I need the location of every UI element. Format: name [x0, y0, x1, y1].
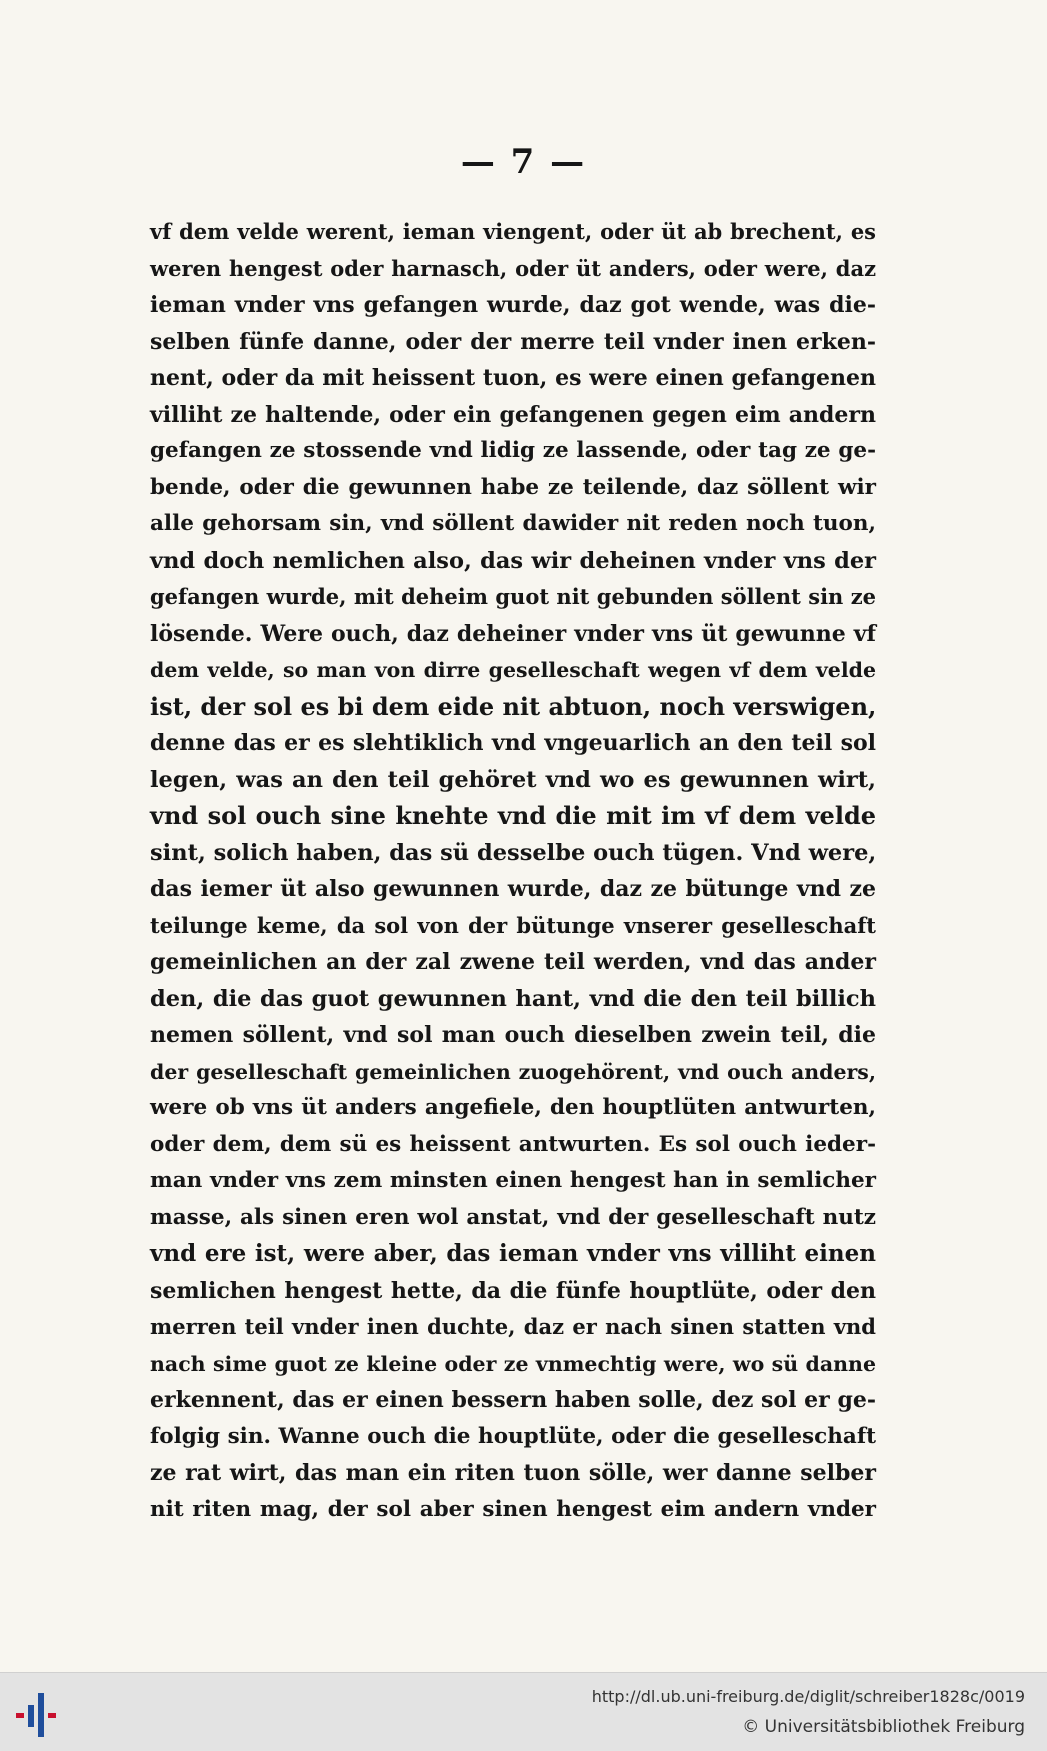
text-line: weren hengest oder harnasch, oder üt anders, oder were, daz: [150, 255, 876, 281]
footer-url-link[interactable]: http://dl.ub.uni-freiburg.de/diglit/schreiber1828c/0019: [591, 1687, 1025, 1706]
text-line: ieman vnder vns gefangen wurde, daz got wende, was die-: [150, 292, 876, 318]
text-line: vnd doch nemlichen also, das wir deheinen vnder vns der: [150, 547, 876, 574]
text-line: der geselleschaft gemeinlichen zuogehörent, vnd ouch anders,: [150, 1059, 876, 1084]
text-line: oder dem, dem sü es heissent antwurten. Es sol ouch ieder-: [150, 1131, 876, 1157]
ub-freiburg-logo-icon[interactable]: [12, 1691, 68, 1739]
text-line: selben fünfe danne, oder der merre teil vnder inen erken-: [150, 328, 876, 355]
text-line: nemen söllent, vnd sol man ouch dieselben zwein teil, die: [150, 1022, 876, 1048]
text-line: legen, was an den teil gehöret vnd wo es gewunnen wirt,: [150, 766, 876, 793]
text-line: merren teil vnder inen duchte, daz er nach sinen statten vnd: [150, 1314, 876, 1339]
text-line: folgig sin. Wanne ouch die houptlüte, oder die geselleschaft: [150, 1423, 876, 1449]
text-line: erkennent, das er einen bessern haben solle, dez sol er ge-: [150, 1387, 876, 1413]
text-line: vnd sol ouch sine knehte vnd die mit im vf dem velde: [150, 801, 876, 830]
page-number: — 7 —: [460, 142, 587, 182]
text-line: gefangen ze stossende vnd lidig ze lassende, oder tag ze ge-: [150, 438, 876, 463]
text-line: den, die das guot gewunnen hant, vnd die den teil billich: [150, 985, 876, 1012]
text-line: ze rat wirt, das man ein riten tuon sölle, wer danne selber: [150, 1460, 876, 1486]
text-line: man vnder vns zem minsten einen hengest han in semlicher: [150, 1168, 876, 1193]
text-line: nach sime guot ze kleine oder ze vnmechtig were, wo sü danne: [150, 1351, 876, 1376]
text-line: semlichen hengest hette, da die fünfe houptlüte, oder den: [150, 1277, 876, 1304]
text-line: alle gehorsam sin, vnd söllent dawider nit reden noch tuon,: [150, 511, 876, 536]
text-line: teilunge keme, da sol von der bütunge vnserer geselleschaft: [150, 912, 876, 938]
text-line: das iemer üt also gewunnen wurde, daz ze bütunge vnd ze: [150, 876, 876, 902]
text-line: nent, oder da mit heissent tuon, es were einen gefangenen: [150, 365, 876, 391]
body-text: [150, 214, 876, 1528]
text-line: villiht ze haltende, oder ein gefangenen gegen eim andern: [150, 401, 876, 428]
text-line: gemeinlichen an der zal zwene teil werden, vnd das ander: [150, 949, 876, 975]
text-line: lösende. Were ouch, daz deheiner vnder vns üt gewunne vf: [150, 620, 876, 647]
text-line: were ob vns üt anders angefiele, den houptlüten antwurten,: [150, 1095, 876, 1120]
text-line: bende, oder die gewunnen habe ze teilende, daz söllent wir: [150, 474, 876, 500]
text-line: vnd ere ist, were aber, das ieman vnder vns villiht einen: [150, 1240, 876, 1267]
text-line: vf dem velde werent, ieman viengent, oder üt ab brechent, es: [150, 219, 876, 244]
text-line: ist, der sol es bi dem eide nit abtuon, noch verswigen,: [150, 691, 877, 721]
text-line: masse, als sinen eren wol anstat, vnd der geselleschaft nutz: [150, 1204, 876, 1230]
text-line: sint, solich haben, das sü desselbe ouch tügen. Vnd were,: [150, 839, 877, 866]
footer-copyright: © Universitätsbibliothek Freiburg: [742, 1717, 1025, 1737]
footer-bar: [0, 1672, 1047, 1751]
text-line: dem velde, so man von dirre geselleschaft wegen vf dem velde: [150, 658, 876, 682]
text-line: nit riten mag, der sol aber sinen hengest eim andern vnder: [150, 1496, 876, 1522]
text-line: denne das er es slehtiklich vnd vngeuarlich an den teil sol: [150, 730, 876, 756]
text-line: gefangen wurde, mit deheim guot nit gebunden söllent sin ze: [150, 584, 876, 609]
